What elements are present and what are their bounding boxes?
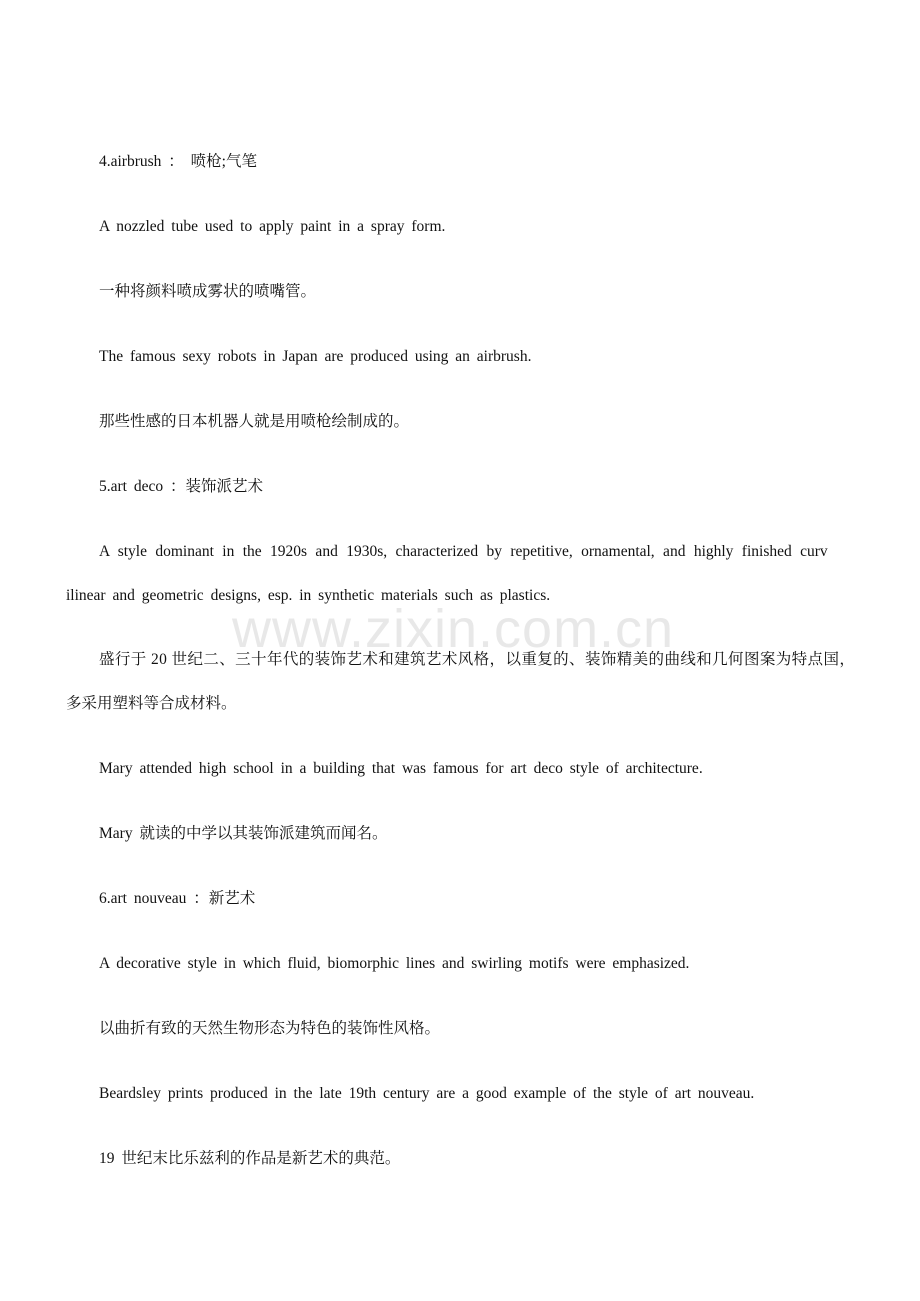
definition-zh-art-nouveau: 以曲折有致的天然生物形态为特色的装饰性风格。 <box>99 1020 441 1037</box>
example-en-art-nouveau: Beardsley prints produced in the late 19th century are a good example of the style of art nouveau. <box>99 1085 755 1102</box>
example-zh-art-nouveau: 19 世纪末比乐兹利的作品是新艺术的典范。 <box>99 1150 401 1167</box>
definition-zh-art-deco-line1: 盛行于 20 世纪二、三十年代的装饰艺术和建筑艺术风格，以重复的、装饰精美的曲线和几何图案为特点国， <box>99 651 856 668</box>
entry-heading-art-nouveau: 6.art nouveau ：新艺术 <box>99 890 256 907</box>
definition-en-art-deco-line2: ilinear and geometric designs, esp. in synthetic materials such as plastics. <box>66 587 551 604</box>
watermark: www.zixin.com.cn <box>232 599 675 659</box>
entry-heading-airbrush: 4.airbrush ： 喷枪;气笔 <box>99 153 257 170</box>
definition-en-art-deco-line1: A style dominant in the 1920s and 1930s, characterized by repetitive, ornamental, and highly finished curv <box>99 543 828 560</box>
definition-zh-art-deco-line2: 多采用塑料等合成材料。 <box>66 695 237 712</box>
entry-heading-art-deco: 5.art deco ：装饰派艺术 <box>99 478 263 495</box>
definition-en-airbrush: A nozzled tube used to apply paint in a spray form. <box>99 218 446 235</box>
definition-en-art-nouveau: A decorative style in which fluid, biomorphic lines and swirling motifs were emphasized. <box>99 955 690 972</box>
definition-zh-airbrush: 一种将颜料喷成雾状的喷嘴管。 <box>99 283 317 300</box>
example-en-art-deco: Mary attended high school in a building that was famous for art deco style of architecture. <box>99 760 703 777</box>
example-zh-airbrush: 那些性感的日本机器人就是用喷枪绘制成的。 <box>99 413 410 430</box>
example-zh-art-deco: Mary 就读的中学以其装饰派建筑而闻名。 <box>99 825 388 842</box>
example-en-airbrush: The famous sexy robots in Japan are produced using an airbrush. <box>99 348 532 365</box>
